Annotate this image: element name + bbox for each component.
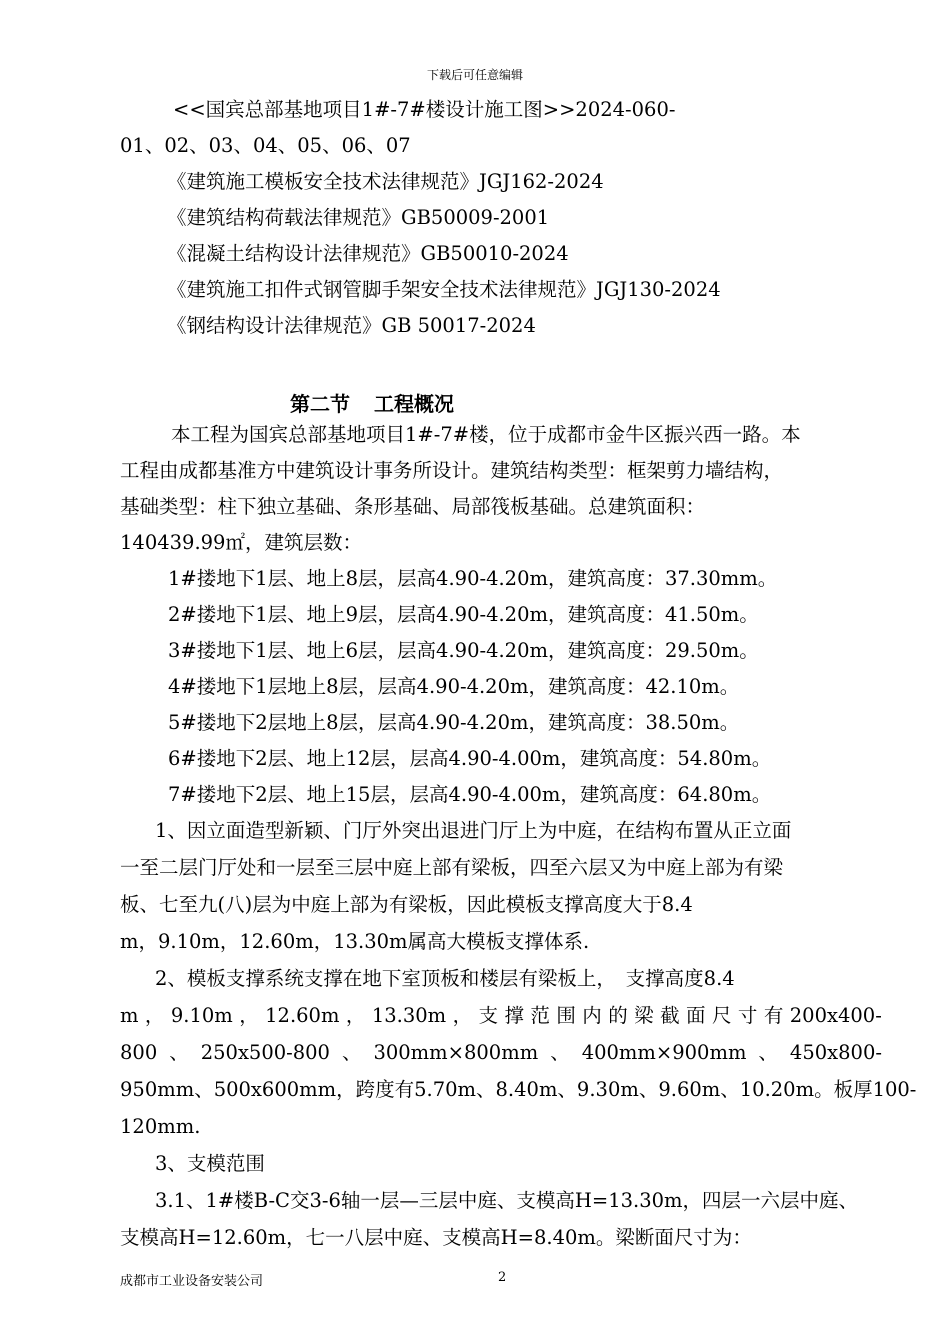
building-line: 6#搂地下2层、地上12层，层高4.90-4.00m，建筑高度：54.80m。 — [168, 747, 772, 770]
overview-line: 基础类型：柱下独立基础、条形基础、局部筏板基础。总建筑面积： — [120, 495, 706, 518]
paragraph-1-line: 板、七至九(八)层为中庭上部为有梁板，因此模板支撑高度大于8.4 — [120, 893, 693, 916]
building-line: 2#搂地下1层、地上9层，层高4.90-4.20m，建筑高度：41.50m。 — [168, 603, 759, 626]
reference-line: 《钢结构设计法律规范》GB 50017-2024 — [167, 314, 536, 337]
section-heading — [290, 388, 454, 417]
paragraph-2-line: 2、模板支撑系统支撑在地下室顶板和楼层有梁板上， 支撑高度8.4 — [155, 967, 735, 990]
paragraph-1-line: m，9.10m，12.60m，13.30m属高大模板支撑体系. — [120, 930, 590, 953]
reference-line: 《混凝土结构设计法律规范》GB50010-2024 — [167, 242, 569, 265]
reference-line: <<国宾总部基地项目1#-7#楼设计施工图>>2024-060- — [173, 98, 676, 121]
building-line: 1#搂地下1层、地上8层，层高4.90-4.20m，建筑高度：37.30mm。 — [168, 567, 778, 590]
building-line: 4#搂地下1层地上8层，层高4.90-4.20m，建筑高度：42.10m。 — [168, 675, 740, 698]
overview-line: 140439.99㎡，建筑层数： — [120, 531, 362, 554]
paragraph-2-line: m ， 9.10m ， 12.60m ， 13.30m ， 支 撑 范 围 内 的 梁 截 面 尺 寸 有 200x400- — [120, 1004, 882, 1027]
page-header: 下载后可任意编辑 — [426, 68, 523, 82]
section-number: 第二节 — [290, 392, 350, 416]
reference-line: 《建筑施工模板安全技术法律规范》JGJ162-2024 — [167, 170, 604, 193]
overview-line: 本工程为国宾总部基地项目1#-7#楼，位于成都市金牛区振兴西一路。本 — [171, 423, 801, 446]
paragraph-2-line: 950mm、500x600mm，跨度有5.70m、8.40m、9.30m、9.60m、10.20m。板厚100- — [120, 1078, 917, 1101]
footer-company: 成都市工业设备安装公司 — [120, 1274, 264, 1289]
overview-line: 工程由成都基准方中建筑设计事务所设计。建筑结构类型：框架剪力墙结构， — [120, 459, 784, 482]
page-number: 2 — [498, 1270, 507, 1285]
building-line: 5#搂地下2层地上8层，层高4.90-4.20m，建筑高度：38.50m。 — [168, 711, 740, 734]
reference-line: 01、02、03、04、05、06、07 — [120, 134, 411, 157]
paragraph-2-line: 120mm. — [120, 1115, 201, 1138]
item-3-heading: 3、支模范围 — [155, 1152, 265, 1175]
reference-line: 《建筑结构荷载法律规范》GB50009-2001 — [167, 206, 550, 229]
building-line: 7#搂地下2层、地上15层，层高4.90-4.00m，建筑高度：64.80m。 — [168, 783, 772, 806]
building-line: 3#搂地下1层、地上6层，层高4.90-4.20m，建筑高度：29.50m。 — [168, 639, 759, 662]
item-3-1-line: 支模高H=12.60m，七一八层中庭、支模高H=8.40m。梁断面尺寸为： — [120, 1226, 752, 1249]
paragraph-2-line: 800 、 250x500-800 、 300mm×800mm 、 400mm×900mm 、 450x800- — [120, 1041, 882, 1064]
paragraph-1-line: 一至二层门厅处和一层至三层中庭上部有梁板，四至六层又为中庭上部为有梁 — [120, 856, 784, 879]
paragraph-1-line: 1、因立面造型新颖、门厅外突出退进门厅上为中庭，在结构布置从正立面 — [155, 819, 792, 842]
section-title: 工程概况 — [374, 392, 454, 416]
item-3-1-line: 3.1、1#楼B-C交3-6轴一层—三层中庭、支模高H=13.30m，四层一六层中庭、 — [155, 1189, 859, 1212]
reference-line: 《建筑施工扣件式钢管脚手架安全技术法律规范》JGJ130-2024 — [167, 278, 721, 301]
